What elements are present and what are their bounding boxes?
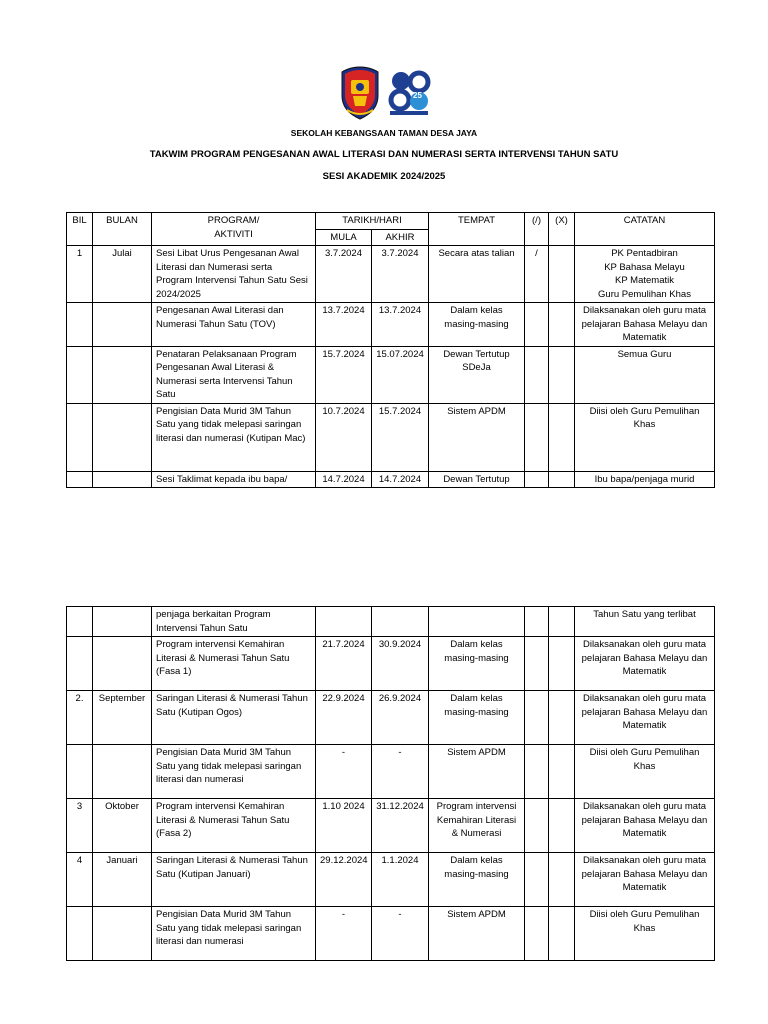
cell-catatan: Dilaksanakan oleh guru mata pelajaran Bahasa Melayu dan Matematik [575, 853, 715, 907]
cell-bulan [93, 403, 152, 471]
table-row [67, 471, 715, 488]
cell-mula: 10.7.2024 [316, 403, 372, 471]
cell-bulan [93, 303, 152, 347]
cell-mula: 14.7.2024 [316, 471, 372, 488]
cell-bulan: Januari [93, 853, 152, 907]
cell-catatan: Semua Guru [575, 346, 715, 403]
header-aktiviti: AKTIVITI [214, 228, 253, 240]
header-mula: MULA [316, 229, 372, 246]
cell-program: Program intervensi Kemahiran Literasi & Numerasi Tahun Satu (Fasa 2) [152, 799, 316, 853]
cell-bulan [93, 637, 152, 691]
cell-bulan: Oktober [93, 799, 152, 853]
table-row [67, 907, 715, 961]
table2-body [67, 607, 715, 961]
cell-tempat: Program intervensi Kemahiran Literasi & Numerasi [429, 799, 525, 853]
cell-bil [67, 745, 93, 799]
cell-bulan [93, 607, 152, 637]
cell-akhir [372, 607, 429, 637]
cell-catatan: Dilaksanakan oleh guru mata pelajaran Bahasa Melayu dan Matematik [575, 691, 715, 745]
cell-bil: 2. [67, 691, 93, 745]
school-name: SEKOLAH KEBANGSAAN TAMAN DESA JAYA [290, 128, 478, 138]
cell-mula: 29.12.2024 [316, 853, 372, 907]
cell-program: Pengisian Data Murid 3M Tahun Satu yang tidak melepasi saringan literasi dan numerasi (Kutipan Mac) [152, 403, 316, 471]
cell-akhir: 13.7.2024 [372, 303, 429, 347]
cell-program: Saringan Literasi & Numerasi Tahun Satu (Kutipan Ogos) [152, 691, 316, 745]
cell-bulan [93, 471, 152, 488]
cell-mula: 13.7.2024 [316, 303, 372, 347]
cell-tempat: Dalam kelas masing-masing [429, 691, 525, 745]
cell-tick: / [525, 246, 549, 303]
cell-bil [67, 607, 93, 637]
cell-mula: - [316, 745, 372, 799]
cell-akhir: 15.7.2024 [372, 403, 429, 471]
cell-bil [67, 346, 93, 403]
cell-program: Program intervensi Kemahiran Literasi & Numerasi Tahun Satu (Fasa 1) [152, 637, 316, 691]
cell-tempat: Dewan Tertutup [429, 471, 525, 488]
program-logo-number: 25 [413, 91, 422, 100]
cell-tick [525, 745, 549, 799]
cell-cross [549, 853, 575, 907]
cell-cross [549, 691, 575, 745]
header-program-line1: PROGRAM/ [207, 215, 260, 226]
cell-catatan: Diisi oleh Guru Pemulihan Khas [575, 745, 715, 799]
header-catatan: CATATAN [575, 213, 715, 246]
cell-akhir: 1.1.2024 [372, 853, 429, 907]
header-program [152, 213, 316, 246]
cell-catatan: Diisi oleh Guru Pemulihan Khas [575, 403, 715, 471]
cell-cross [549, 403, 575, 471]
cell-catatan: Tahun Satu yang terlibat [575, 607, 715, 637]
cell-akhir: - [372, 907, 429, 961]
schedule-table-page2 [66, 606, 715, 961]
cell-bil [67, 471, 93, 488]
cell-bil [67, 303, 93, 347]
cell-bil: 1 [67, 246, 93, 303]
cell-bil: 3 [67, 799, 93, 853]
cell-program: Sesi Libat Urus Pengesanan Awal Literasi dan Numerasi serta Program Intervensi Tahun Satu Sesi 2024/2025 [152, 246, 316, 303]
cell-catatan: Dilaksanakan oleh guru mata pelajaran Bahasa Melayu dan Matematik [575, 303, 715, 347]
cell-tick [525, 853, 549, 907]
cell-tick [525, 799, 549, 853]
cell-mula: 15.7.2024 [316, 346, 372, 403]
header-tarikh: TARIKH/HARI [316, 213, 429, 230]
header-tempat: TEMPAT [429, 213, 525, 246]
header-bil: BIL [67, 213, 93, 246]
cell-akhir: 26.9.2024 [372, 691, 429, 745]
cell-cross [549, 471, 575, 488]
cell-bil: 4 [67, 853, 93, 907]
session-label: SESI AKADEMIK 2024/2025 [322, 171, 446, 182]
cell-akhir: 31.12.2024 [372, 799, 429, 853]
cell-program: Saringan Literasi & Numerasi Tahun Satu (Kutipan Januari) [152, 853, 316, 907]
cell-cross [549, 346, 575, 403]
cell-bulan [93, 346, 152, 403]
cell-cross [549, 303, 575, 347]
cell-cross [549, 907, 575, 961]
cell-program: Penataran Pelaksanaan Program Pengesanan Awal Literasi & Numerasi serta Intervensi Tahun Satu [152, 346, 316, 403]
cell-catatan: Diisi oleh Guru Pemulihan Khas [575, 907, 715, 961]
header-tick: (/) [525, 213, 549, 246]
cell-tempat: Dalam kelas masing-masing [429, 853, 525, 907]
cell-cross [549, 799, 575, 853]
cell-catatan: Ibu bapa/penjaga murid [575, 471, 715, 488]
table-row [67, 853, 715, 907]
cell-akhir: 3.7.2024 [372, 246, 429, 303]
cell-akhir: 30.9.2024 [372, 637, 429, 691]
cell-tempat: Sistem APDM [429, 403, 525, 471]
table-row [67, 637, 715, 691]
header-bulan: BULAN [93, 213, 152, 246]
cell-program: Pengesanan Awal Literasi dan Numerasi Tahun Satu (TOV) [152, 303, 316, 347]
table-row [67, 799, 715, 853]
cell-cross [549, 745, 575, 799]
cell-akhir: 14.7.2024 [372, 471, 429, 488]
schedule-table-page1 [66, 212, 715, 488]
cell-mula: 3.7.2024 [316, 246, 372, 303]
cell-tick [525, 607, 549, 637]
header-akhir: AKHIR [372, 229, 429, 246]
table-row [67, 403, 715, 471]
cell-catatan: Dilaksanakan oleh guru mata pelajaran Bahasa Melayu dan Matematik [575, 637, 715, 691]
cell-mula [316, 607, 372, 637]
cell-akhir: - [372, 745, 429, 799]
header-cross: (X) [549, 213, 575, 246]
cell-catatan: Dilaksanakan oleh guru mata pelajaran Bahasa Melayu dan Matematik [575, 799, 715, 853]
table1-body [67, 246, 715, 488]
cell-tempat [429, 607, 525, 637]
cell-mula: 21.7.2024 [316, 637, 372, 691]
cell-program: Pengisian Data Murid 3M Tahun Satu yang tidak melepasi saringan literasi dan numerasi [152, 745, 316, 799]
logo-area [0, 64, 768, 124]
cell-tempat: Dalam kelas masing-masing [429, 637, 525, 691]
table-row [67, 303, 715, 347]
cell-mula: 1.10 2024 [316, 799, 372, 853]
cell-bil [67, 907, 93, 961]
program-logo [386, 68, 432, 118]
cell-tempat: Secara atas talian [429, 246, 525, 303]
cell-tick [525, 303, 549, 347]
school-crest-logo [339, 66, 381, 120]
cell-program: penjaga berkaitan Program Intervensi Tahun Satu [152, 607, 316, 637]
cell-bulan: Julai [93, 246, 152, 303]
cell-akhir: 15.07.2024 [372, 346, 429, 403]
cell-tempat: Sistem APDM [429, 907, 525, 961]
cell-bulan: September [93, 691, 152, 745]
document-title: TAKWIM PROGRAM PENGESANAN AWAL LITERASI DAN NUMERASI SERTA INTERVENSI TAHUN SATU [149, 149, 619, 160]
cell-tick [525, 637, 549, 691]
cell-bulan [93, 745, 152, 799]
cell-tick [525, 471, 549, 488]
cell-tempat: Dalam kelas masing-masing [429, 303, 525, 347]
cell-tempat: Dewan Tertutup SDeJa [429, 346, 525, 403]
cell-cross [549, 637, 575, 691]
cell-bil [67, 403, 93, 471]
table-row [67, 607, 715, 637]
cell-cross [549, 246, 575, 303]
cell-tick [525, 907, 549, 961]
cell-mula: - [316, 907, 372, 961]
table-row [67, 246, 715, 303]
cell-catatan: PK Pentadbiran KP Bahasa Melayu KP Matematik Guru Pemulihan Khas [575, 246, 715, 303]
cell-tick [525, 691, 549, 745]
cell-tick [525, 403, 549, 471]
table-row [67, 745, 715, 799]
table-row [67, 691, 715, 745]
cell-tempat: Sistem APDM [429, 745, 525, 799]
cell-program: Sesi Taklimat kepada ibu bapa/ [152, 471, 316, 488]
table-row [67, 346, 715, 403]
cell-cross [549, 607, 575, 637]
cell-bil [67, 637, 93, 691]
cell-program: Pengisian Data Murid 3M Tahun Satu yang tidak melepasi saringan literasi dan numerasi [152, 907, 316, 961]
cell-bulan [93, 907, 152, 961]
cell-mula: 22.9.2024 [316, 691, 372, 745]
cell-tick [525, 346, 549, 403]
